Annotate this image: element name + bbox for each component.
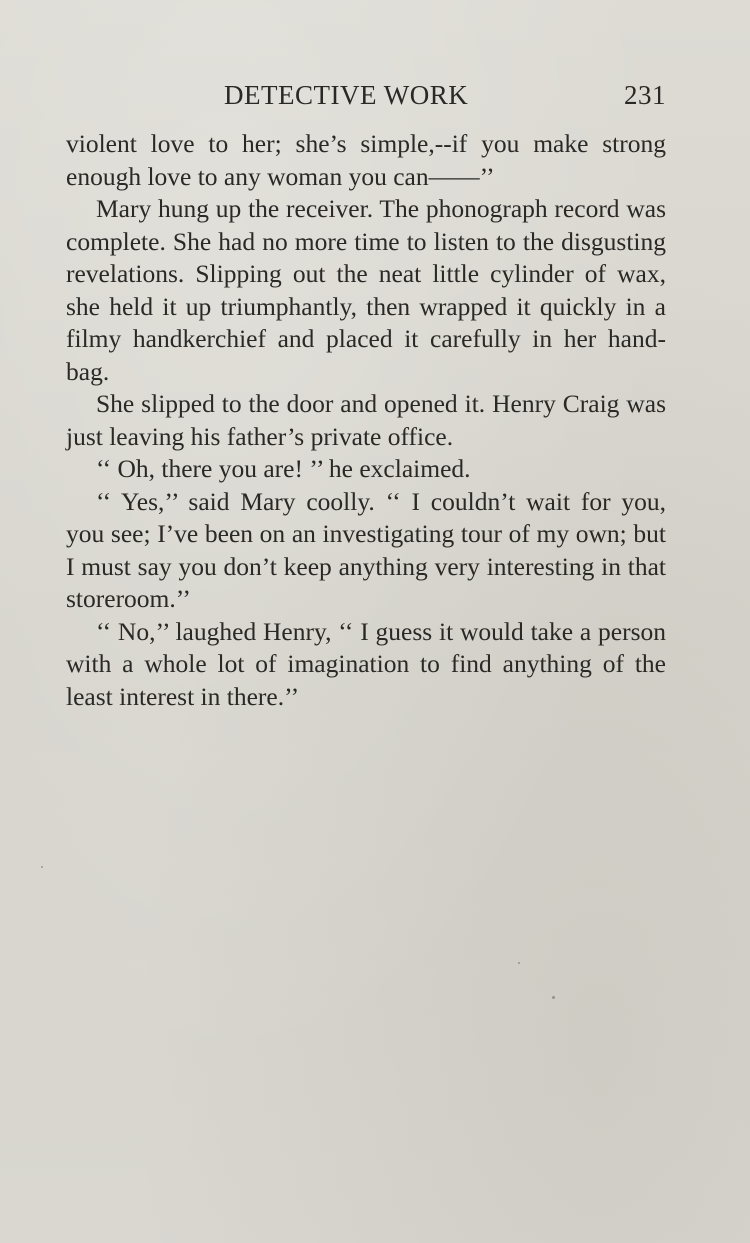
- paragraph: ‘‘ No,’’ laughed Henry, ‘‘ I guess it would take a person with a whole lot of imagination to find anything of the least interest in there.’’: [66, 616, 666, 711]
- body-text: [66, 128, 666, 713]
- page-number: 231: [624, 80, 666, 110]
- paragraph: Mary hung up the receiver. The phonograph record was complete. She had no more time to listen to the disgusting revelations. Slipping out the neat little cylinder of wax, she held it up triumphantly, then wrapped it quickly in a filmy handkerchief and placed it carefully in her hand-bag.: [66, 194, 666, 386]
- paper-speck: [552, 996, 555, 999]
- paper-speck: [518, 962, 520, 964]
- paragraph-continuation: violent love to her; she’s simple,--if you make strong enough love to any woman you can——’’: [66, 129, 666, 191]
- paper-speck: [41, 866, 43, 868]
- paragraph: ‘‘ Oh, there you are! ’’ he exclaimed.: [96, 454, 471, 483]
- paragraph: ‘‘ Yes,’’ said Mary coolly. ‘‘ I couldn’t wait for you, you see; I’ve been on an investigating tour of my own; but I must say you don’t keep anything very interesting in that storeroom.’’: [66, 486, 666, 613]
- chapter-title: DETECTIVE WORK: [224, 80, 469, 110]
- running-head: [66, 80, 666, 114]
- paragraph: She slipped to the door and opened it. Henry Craig was just leaving his father’s private office.: [66, 389, 666, 451]
